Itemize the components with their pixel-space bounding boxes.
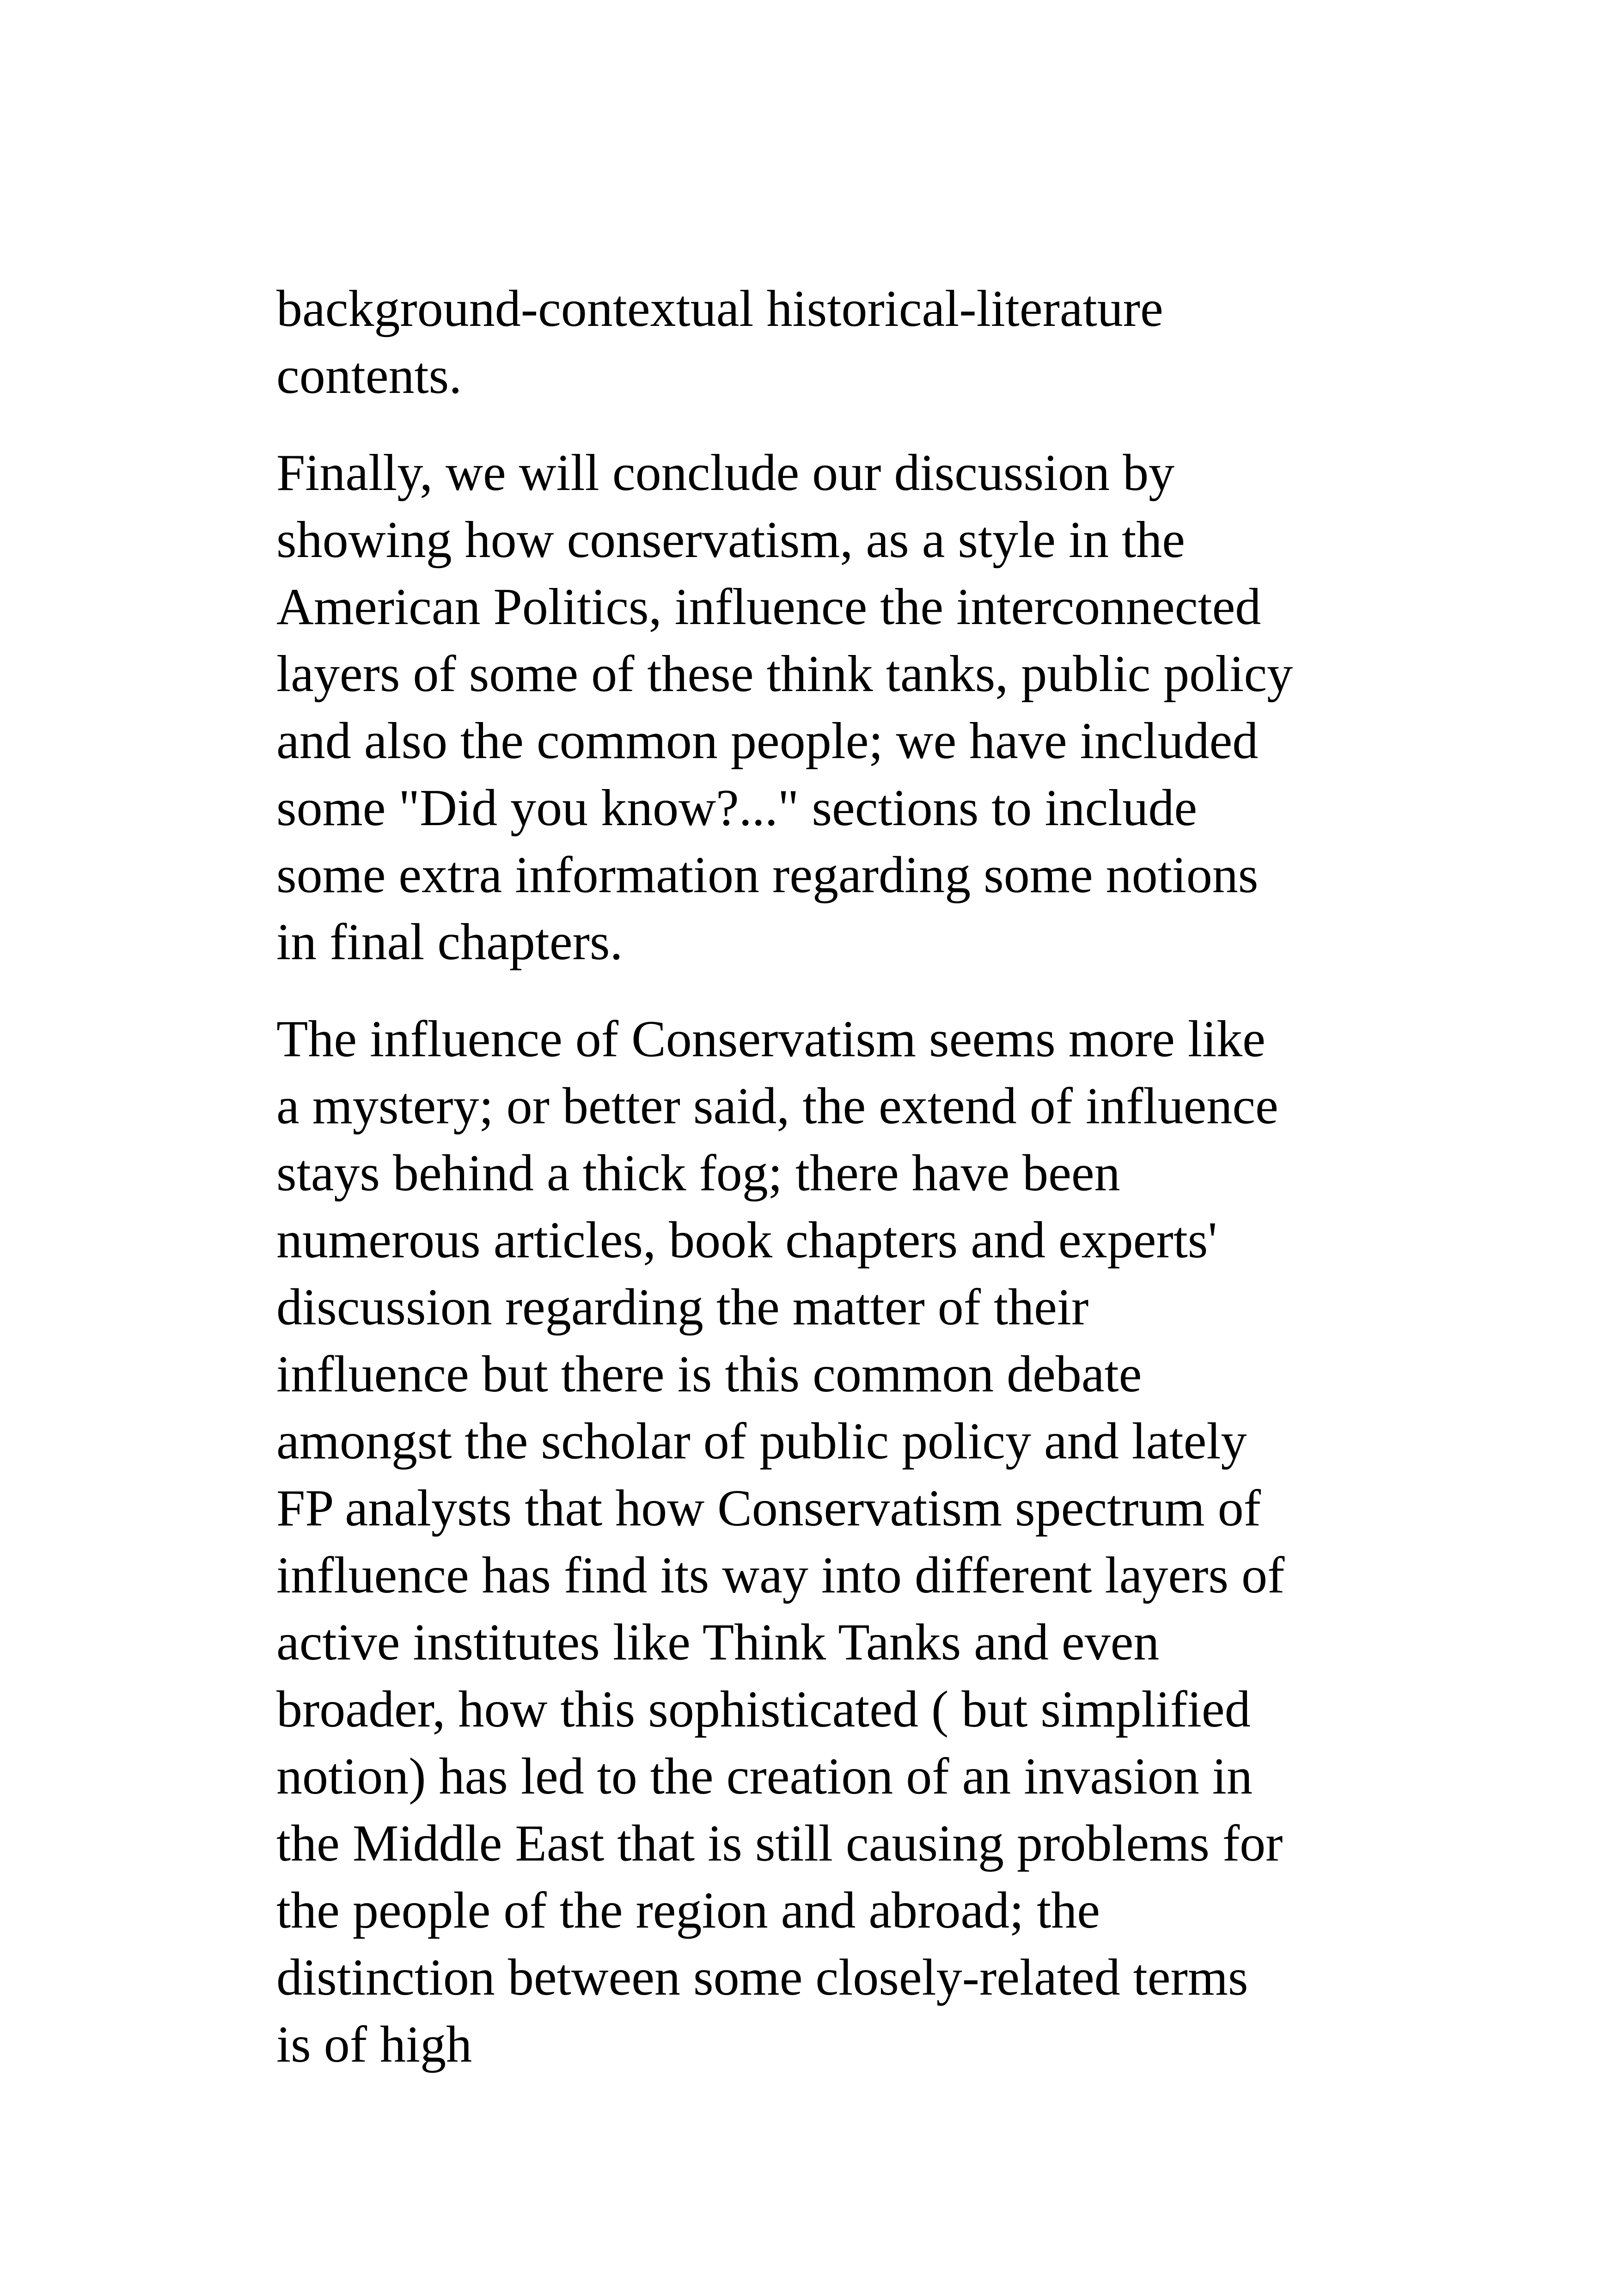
text-line: showing how conservatism, as a style in the	[276, 511, 1185, 569]
text-line: notion) has led to the creation of an invasion in	[276, 1748, 1253, 1805]
text-line: American Politics, influence the interconnected	[276, 578, 1261, 636]
text-line: active institutes like Think Tanks and even	[276, 1614, 1160, 1671]
text-line: influence but there is this common debate	[276, 1346, 1142, 1403]
text-line: in final chapters.	[276, 913, 623, 971]
text-line: and also the common people; we have included	[276, 712, 1259, 770]
text-line: background-contextual historical-literature	[276, 280, 1163, 337]
text-line: broader, how this sophisticated ( but simplified	[276, 1681, 1251, 1738]
text-line: FP analysts that how Conservatism spectrum of	[276, 1480, 1261, 1537]
paragraph-2	[276, 440, 1376, 976]
text-line: is of high	[276, 2016, 472, 2073]
text-line: numerous articles, book chapters and experts'	[276, 1212, 1217, 1269]
text-line: some "Did you know?..." sections to include	[276, 779, 1198, 837]
text-line: The influence of Conservatism seems more like	[276, 1010, 1266, 1068]
text-line: a mystery; or better said, the extend of influence	[276, 1078, 1278, 1135]
text-line: the Middle East that is still causing problems for	[276, 1815, 1283, 1872]
text-line: the people of the region and abroad; the	[276, 1882, 1100, 1939]
text-line: influence has find its way into different layers of	[276, 1547, 1285, 1604]
paragraph-1	[276, 276, 1376, 410]
text-line: discussion regarding the matter of their	[276, 1279, 1089, 1336]
text-line: stays behind a thick fog; there have been	[276, 1145, 1120, 1202]
text-line: contents.	[276, 347, 462, 404]
text-line: layers of some of these think tanks, public policy	[276, 645, 1293, 703]
text-line: Finally, we will conclude our discussion by	[276, 444, 1175, 502]
body-text	[276, 276, 1376, 2108]
text-line: some extra information regarding some notions	[276, 846, 1259, 904]
text-line: distinction between some closely-related terms	[276, 1949, 1248, 2006]
paragraph-3	[276, 1006, 1376, 2078]
text-line: amongst the scholar of public policy and lately	[276, 1413, 1247, 1470]
